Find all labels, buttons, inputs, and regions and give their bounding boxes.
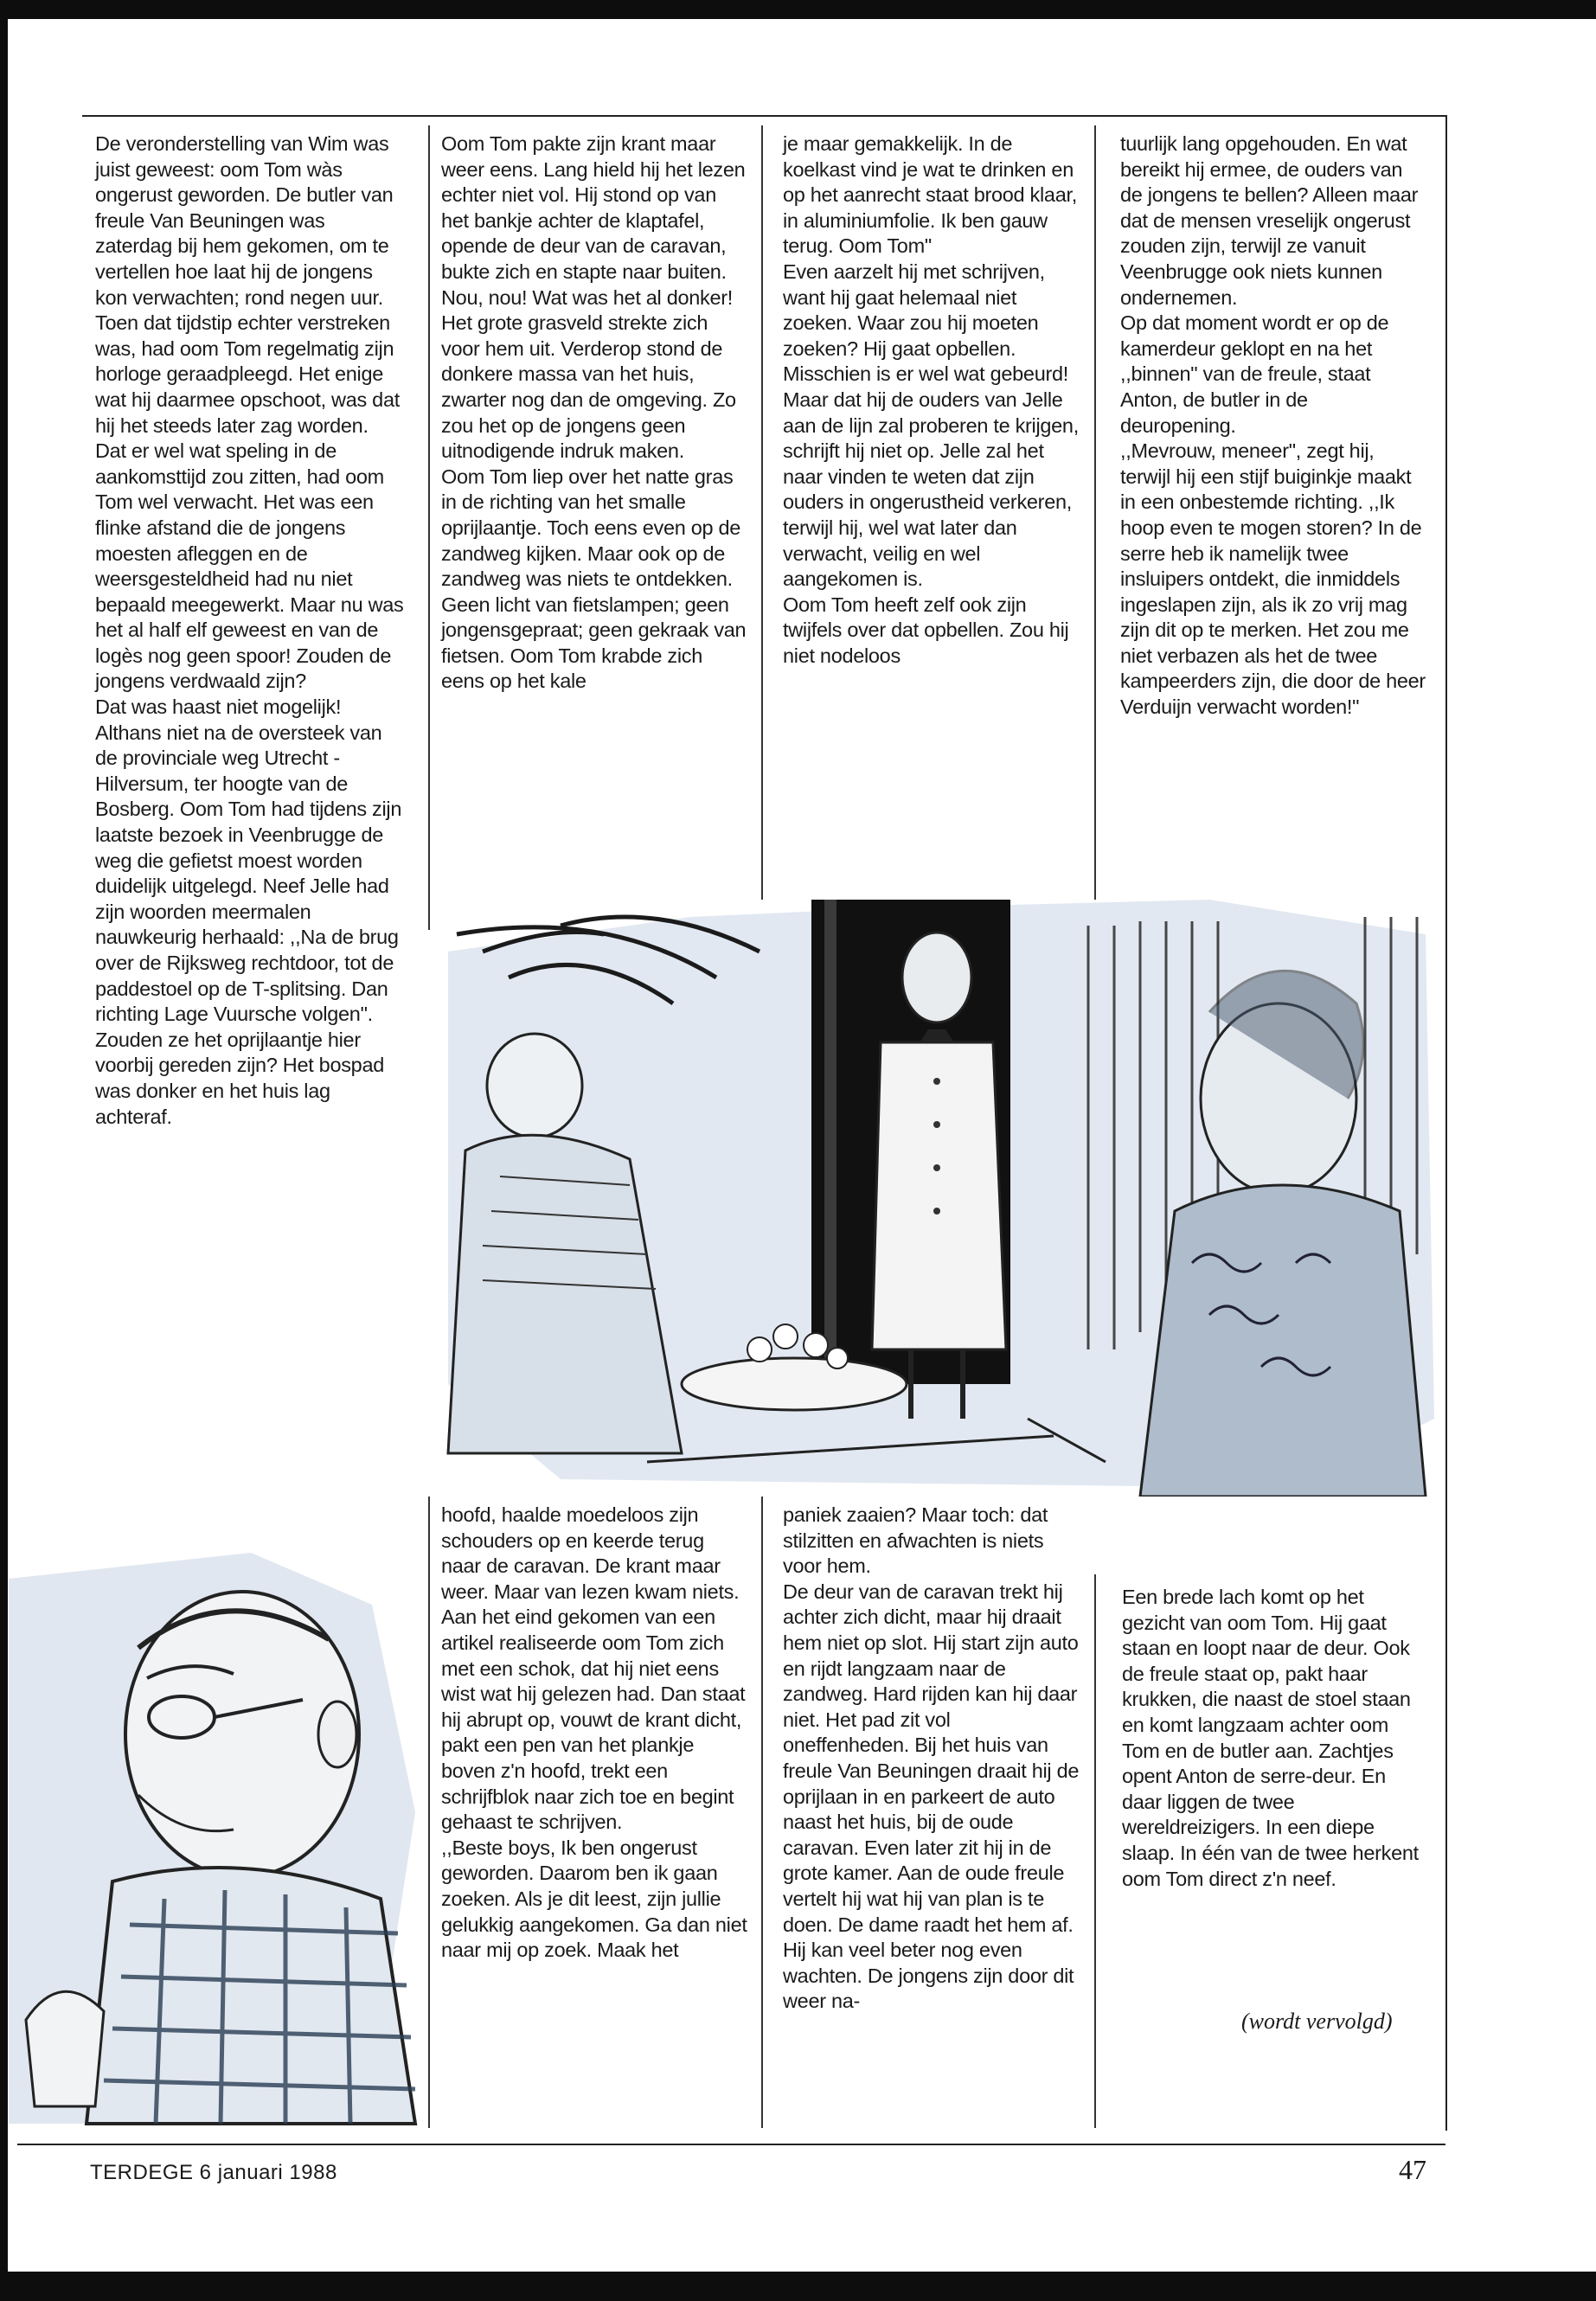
paragraph: Oom Tom pakte zijn krant maar weer eens. Lang hield hij het lezen echter niet vol. Hij stond op van het bankje achter de klaptafel, opende de deur van de caravan, bukte zich en stapte naar buiten. [441, 132, 746, 283]
paragraph: Even aarzelt hij met schrijven, want hij gaat helemaal niet zoeken. Waar zou hij moeten zoeken? Hij gaat opbellen. Misschien is er wel wat gebeurd! [783, 260, 1068, 386]
column-4-bottom [1122, 1585, 1429, 1892]
paragraph: Dat er wel wat speling in de aankomsttijd zou zitten, had oom Tom wel verwacht. Het was een flinke afstand die de jongens moesten afleggen en de weersgesteldheid had nu niet bepaald meegewerkt. Maar nu was het al half elf geweest en van de logès nog geen spoor! Zouden de jongens verdwaald zijn? [95, 439, 404, 693]
page-frame-top [82, 115, 1445, 117]
room-scene-illustration [431, 900, 1443, 1497]
column-divider [1094, 125, 1096, 921]
paragraph: paniek zaaien? Maar toch: dat stilzitten en afwachten is niets voor hem. [783, 1503, 1048, 1578]
paragraph: ,,Beste boys, Ik ben ongerust geworden. Daarom ben ik gaan zoeken. Als je dit leest, zijn jullie gelukkig aangekomen. Ga dan niet naar mij op zoek. Maak het [441, 1836, 747, 1962]
left-scan-edge [0, 19, 8, 2272]
column-2-top [441, 131, 748, 695]
column-4-top [1120, 131, 1427, 721]
paragraph: Op dat moment wordt er op de kamerdeur geklopt en na het ,,binnen" van de freule, staat Anton, de butler in de deuropening. [1120, 311, 1389, 437]
paragraph: De veronderstelling van Wim was juist geweest: oom Tom wàs ongerust geworden. De butler van freule Van Beuningen was zaterdag bij hem gekomen, om te vertellen hoe laat hij de jongens kon verwachten; rond negen uur. [95, 132, 394, 309]
paragraph: tuurlijk lang opgehouden. En wat bereikt hij ermee, de ouders van de jongens te bellen? Alleen maar dat de mensen vreselijk ongerust zouden zijn, terwijl ze vanuit Veenbrugge ook niets kunnen ondernemen. [1120, 132, 1419, 309]
column-3-bottom [783, 1503, 1081, 2015]
paragraph: Zouden ze het oprijlaantje hier voorbij gereden zijn? Het bospad was donker en het huis lag achteraf. [95, 1028, 384, 1128]
paragraph: Oom Tom heeft zelf ook zijn twijfels over dat opbellen. Zou hij niet nodeloos [783, 593, 1069, 667]
bottom-scan-bar [0, 2272, 1596, 2301]
paragraph: Oom Tom liep over het natte gras in de richting van het smalle oprijlaantje. Toch eens even op de zandweg kijken. Maar ook op de zandweg was niets te ontdekken. Geen licht van fietslampen; geen jongensgepraat; geen gekraak van fietsen. Oom Tom krabde zich eens op het kale [441, 465, 747, 693]
footer-rule [17, 2144, 1445, 2145]
column-divider [428, 125, 430, 930]
column-divider [761, 1497, 763, 2128]
column-divider [1094, 1574, 1096, 2128]
paragraph: Maar dat hij de ouders van Jelle aan de lijn zal proberen te krijgen, schrijft hij niet op. Jelle zal het naar vinden te weten dat zijn ouders in ongerustheid verkeren, terwijl hij, wel wat later dan verwacht, veilig en wel aangekomen is. [783, 388, 1079, 591]
top-scan-bar [0, 0, 1596, 19]
page-frame-right [1445, 115, 1447, 2131]
paragraph: De deur van de caravan trekt hij achter zich dicht, maar hij draait hem niet op slot. Hij start zijn auto en rijdt langzaam naar de zandweg. Hard rijden kan hij daar niet. Het pad zit vol oneffenheden. Bij het huis van freule Van Beuningen draait hij de oprijlaan in en parkeert de auto naast het huis, bij de oude caravan. Even later zit hij in de grote kamer. Aan de oude freule vertelt hij wat hij van plan is te doen. De dame raadt het hem af. Hij kan veel beter nog even wachten. De jongens zijn door dit weer na- [783, 1580, 1080, 2013]
column-divider [761, 125, 763, 947]
paragraph: Dat was haast niet mogelijk! Althans niet na de oversteek van de provinciale weg Utrecht - Hilversum, ter hoogte van de Bosberg. Oom Tom had tijdens zijn laatste bezoek in Veenbrugge de weg die gefietst moest worden duidelijk uitgelegd. Neef Jelle had zijn woorden meermalen nauwkeurig herhaald: ,,Na de brug over de Rijksweg rechtdoor, tot de paddestoel op de T-splitsing. Dan richting Lage Vuursche volgen". [95, 695, 402, 1026]
paragraph: Toen dat tijdstip echter verstreken was, had oom Tom regelmatig zijn horloge geraadpleegd. Het enige wat hij daarmee opschoot, was dat hij het steeds later zag worden. [95, 311, 400, 437]
paragraph: ,,Mevrouw, meneer", zegt hij, terwijl hij een stijf buiginkje maakt in een onbestemde richting. ,,Ik hoop even te mogen storen? In de serre heb ik namelijk twee insluipers ontdekt, die inmiddels ingeslapen zijn, als ik zo vrij mag zijn dit op te merken. Het zou me niet verbazen als het de twee kampeerders zijn, die door de heer Verduijn verwacht worden!" [1120, 439, 1426, 719]
paragraph: hoofd, haalde moedeloos zijn schouders op en keerde terug naar de caravan. De krant maar weer. Maar van lezen kwam niets. Aan het eind gekomen van een artikel realiseerde oom Tom zich met een schok, dat hij niet eens wist wat hij gelezen had. Dan staat hij abrupt op, vouwt de krant dicht, pakt een pen van het plankje boven z'n hoofd, trekt een schrijfblok naar zich toe en begint gehaast te schrijven. [441, 1503, 746, 1834]
paragraph: je maar gemakkelijk. In de koelkast vind je wat te drinken en op het aanrecht staat brood klaar, in aluminiumfolie. Ik ben gauw terug. Oom Tom" [783, 132, 1077, 258]
page-number: 47 [1399, 2154, 1426, 2185]
column-1 [95, 131, 407, 1130]
to-be-continued: (wordt vervolgd) [1241, 2009, 1393, 2034]
column-3-top [783, 131, 1081, 669]
paragraph: Nou, nou! Wat was het al donker! Het grote grasveld strekte zich voor hem uit. Verderop stond de donkere massa van het huis, zwarter nog dan de omgeving. Zo zou het op de jongens geen uitnodigende indruk maken. [441, 285, 736, 463]
publication-line: TERDEGE 6 januari 1988 [90, 2161, 337, 2184]
portrait-illustration [9, 1553, 424, 2132]
column-divider [428, 1497, 430, 2128]
column-2-bottom [441, 1503, 748, 1964]
paragraph: Een brede lach komt op het gezicht van oom Tom. Hij gaat staan en loopt naar de deur. Ook de freule staat op, pakt haar krukken, die naast de stoel staan en komt langzaam achter oom Tom en de butler aan. Zachtjes opent Anton de serre-deur. En daar liggen de twee wereldreizigers. In een diepe slaap. In één van de twee herkent oom Tom direct z'n neef. [1122, 1586, 1419, 1890]
